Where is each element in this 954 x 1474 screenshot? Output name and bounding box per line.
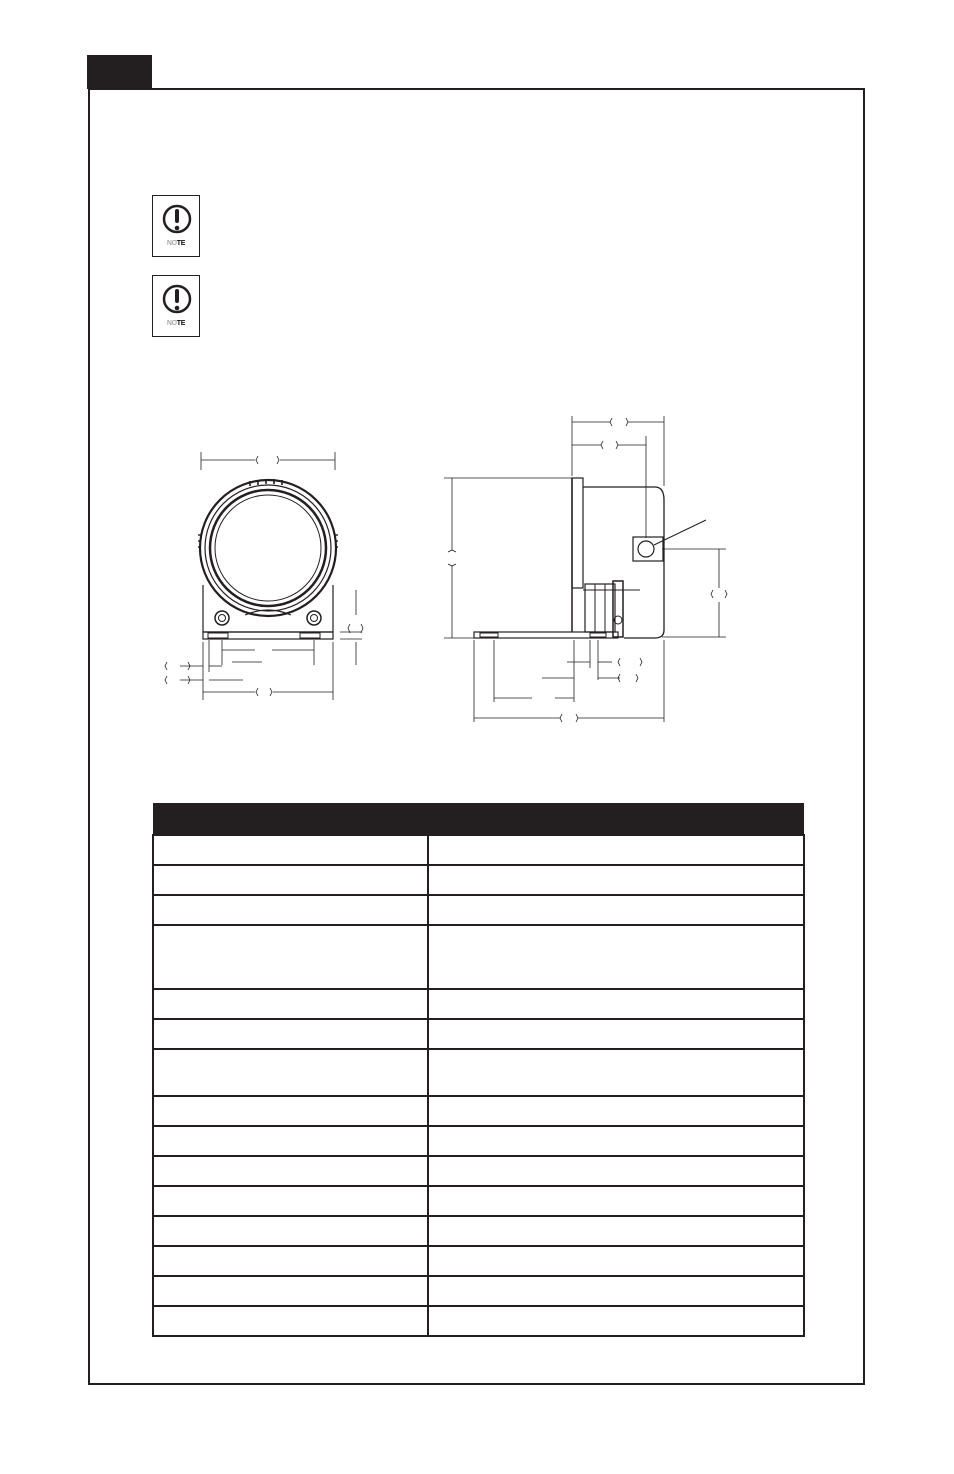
note-label: NOTE — [166, 320, 186, 327]
table-cell — [428, 925, 804, 989]
table-cell — [428, 1019, 804, 1049]
table-row — [153, 1186, 804, 1216]
table-cell — [428, 895, 804, 925]
table-cell — [153, 1096, 428, 1126]
table-cell — [428, 835, 804, 865]
table-row — [153, 895, 804, 925]
table-row — [153, 1306, 804, 1336]
table-row — [153, 1019, 804, 1049]
table-cell — [428, 1156, 804, 1186]
table-cell — [428, 865, 804, 895]
table-row — [153, 1246, 804, 1276]
table-row — [153, 865, 804, 895]
table-cell — [428, 1049, 804, 1096]
side-view — [474, 478, 706, 638]
table-header-row — [153, 803, 804, 835]
table-row — [153, 1126, 804, 1156]
header-cell — [428, 803, 804, 835]
side-view-dimensions — [444, 416, 727, 722]
note-label: NOTE — [166, 240, 186, 247]
table-cell — [153, 1276, 428, 1306]
table-cell — [153, 1049, 428, 1096]
front-view — [198, 479, 338, 639]
table-cell — [153, 925, 428, 989]
table-cell — [428, 1246, 804, 1276]
table-cell — [428, 1126, 804, 1156]
table-cell — [428, 989, 804, 1019]
table-cell — [153, 1019, 428, 1049]
table-row — [153, 1096, 804, 1126]
table-row — [153, 989, 804, 1019]
table-cell — [428, 1306, 804, 1336]
table-cell — [153, 1216, 428, 1246]
table-cell — [428, 1276, 804, 1306]
table-cell — [153, 1186, 428, 1216]
table-row — [153, 925, 804, 989]
table-cell — [428, 1216, 804, 1246]
table-cell — [153, 835, 428, 865]
table-cell — [153, 1246, 428, 1276]
table-row — [153, 835, 804, 865]
table-row — [153, 1156, 804, 1186]
table-cell — [153, 1126, 428, 1156]
table-cell — [153, 1156, 428, 1186]
table-cell — [153, 1306, 428, 1336]
table-row — [153, 1216, 804, 1246]
table-cell — [428, 1096, 804, 1126]
table-cell — [153, 989, 428, 1019]
table-cell — [153, 895, 428, 925]
table-cell — [428, 1186, 804, 1216]
table-row — [153, 1049, 804, 1096]
table-cell — [153, 865, 428, 895]
table-row — [153, 1276, 804, 1306]
spec-table — [152, 803, 805, 1337]
header-cell — [153, 803, 428, 835]
